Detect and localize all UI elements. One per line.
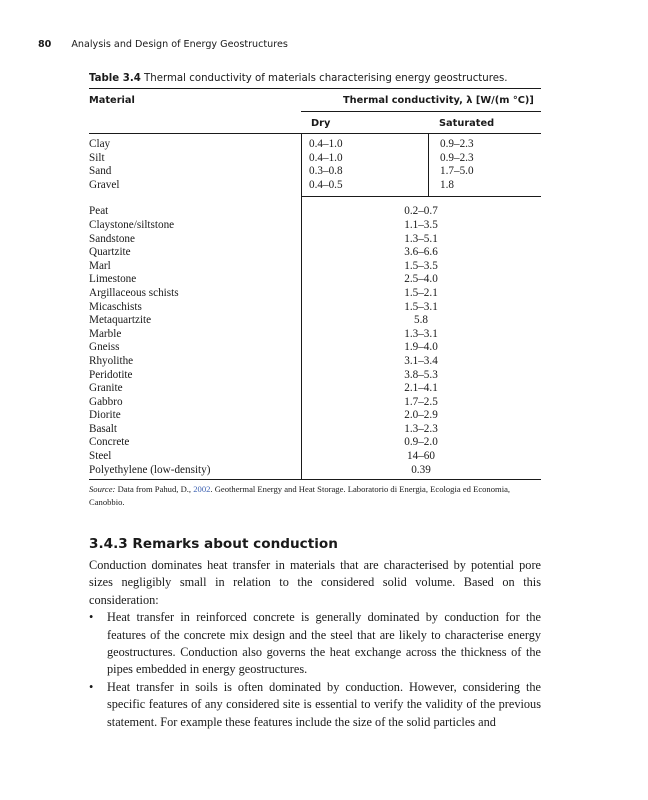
header-material: Material	[89, 95, 135, 106]
cell-material: Micaschists	[89, 300, 142, 313]
cell-value: 2.5–4.0	[404, 273, 438, 286]
cell-value: 3.6–6.6	[404, 246, 438, 259]
table-row	[89, 341, 541, 355]
cell-saturated: 0.9–2.3	[440, 151, 474, 164]
table-row	[89, 369, 541, 383]
page-number: 80	[38, 39, 52, 50]
cell-value: 1.3–5.1	[404, 232, 438, 245]
cell-value: 1.5–2.1	[404, 286, 438, 299]
header-dry: Dry	[311, 118, 331, 129]
bullet-list	[89, 609, 541, 731]
cell-saturated: 0.9–2.3	[440, 138, 474, 150]
cell-material: Sandstone	[89, 232, 135, 245]
cell-material: Quartzite	[89, 246, 131, 259]
conductivity-table	[89, 88, 541, 480]
cell-material: Granite	[89, 382, 123, 395]
bullet-glyph: •	[89, 610, 94, 625]
table-row	[89, 260, 541, 274]
section-heading: 3.4.3 Remarks about conduction	[89, 536, 338, 552]
cell-value: 1.1–3.5	[404, 218, 438, 231]
table-row	[89, 464, 541, 478]
cell-material: Marble	[89, 327, 122, 340]
table-row	[89, 152, 541, 166]
source-year-link[interactable]: 2002	[193, 484, 211, 494]
rocks-section	[89, 197, 541, 479]
table-row	[89, 396, 541, 410]
bullet-text: Heat transfer in soils is often dominated by conduction. However, considering the specific features of any considered site is essential to verify the validity of the previous statement. For example these features include the size of the solid particles and	[107, 679, 541, 729]
header-saturated: Saturated	[439, 118, 495, 129]
cell-saturated: 1.7–5.0	[440, 165, 474, 178]
table-row	[89, 273, 541, 287]
table-row	[89, 287, 541, 301]
table-row	[89, 409, 541, 423]
section-body	[89, 557, 541, 731]
table-row	[89, 246, 541, 260]
cell-material: Clay	[89, 138, 111, 150]
table-row	[89, 179, 541, 193]
table-row	[89, 450, 541, 464]
cell-value: 3.8–5.3	[404, 368, 438, 381]
cell-value: 2.1–4.1	[404, 382, 438, 395]
cell-material: Sand	[89, 165, 112, 178]
table-row	[89, 436, 541, 450]
list-item	[89, 609, 541, 679]
cell-value: 0.39	[411, 463, 431, 476]
cell-material: Concrete	[89, 436, 130, 449]
cell-value: 1.3–2.3	[404, 422, 438, 435]
table-row	[89, 382, 541, 396]
cell-material: Marl	[89, 259, 111, 272]
bullet-glyph: •	[89, 679, 94, 694]
cell-value: 14–60	[407, 450, 435, 463]
cell-material: Gravel	[89, 178, 120, 191]
table-caption-label: Table 3.4	[89, 73, 141, 84]
cell-value: 1.5–3.5	[404, 259, 438, 272]
table-row	[89, 328, 541, 342]
source-text-pre: Data from Pahud, D.,	[117, 484, 194, 494]
cell-saturated: 1.8	[440, 178, 454, 191]
header-conductivity: Thermal conductivity, λ [W/(m °C)]	[343, 95, 534, 106]
cell-material: Silt	[89, 151, 105, 164]
cell-value: 1.7–2.5	[404, 395, 438, 408]
table-header-row	[89, 89, 541, 111]
cell-value: 2.0–2.9	[404, 409, 438, 422]
table-row	[89, 233, 541, 247]
cell-dry: 0.4–0.5	[309, 178, 343, 191]
cell-value: 1.9–4.0	[404, 341, 438, 354]
cell-material: Steel	[89, 450, 112, 463]
cell-material: Metaquartzite	[89, 314, 152, 327]
cell-material: Peridotite	[89, 368, 133, 381]
table-caption	[89, 73, 541, 84]
cell-value: 1.3–3.1	[404, 327, 438, 340]
source-text-post: . Geothermal Energy and Heat Storage. Laboratorio di Energia, Ecologia ed Economia, Canobbio.	[89, 484, 511, 507]
source-label: Source:	[89, 484, 116, 494]
table-row	[89, 423, 541, 437]
soils-section	[89, 134, 541, 196]
cell-material: Diorite	[89, 409, 121, 422]
cell-material: Argillaceous schists	[89, 286, 179, 299]
table-row	[89, 355, 541, 369]
table-row	[89, 205, 541, 219]
table-source-note	[89, 483, 541, 509]
table-row	[89, 165, 541, 179]
cell-dry: 0.4–1.0	[309, 151, 343, 164]
cell-material: Peat	[89, 205, 109, 218]
cell-dry: 0.4–1.0	[309, 138, 343, 150]
list-item	[89, 679, 541, 731]
running-title: Analysis and Design of Energy Geostructures	[71, 39, 288, 50]
intro-paragraph: Conduction dominates heat transfer in materials that are characterised by potential pore sizes negligibly small in relation to the considered solid volume. Based on this consideration:	[89, 558, 541, 607]
cell-value: 0.9–2.0	[404, 436, 438, 449]
cell-material: Claystone/siltstone	[89, 218, 175, 231]
cell-material: Basalt	[89, 422, 117, 435]
cell-material: Rhyolithe	[89, 354, 134, 367]
running-header	[38, 39, 598, 50]
table-row	[89, 301, 541, 315]
table-row	[89, 314, 541, 328]
cell-value: 0.2–0.7	[404, 205, 438, 218]
table-row	[89, 138, 541, 152]
cell-value: 1.5–3.1	[404, 300, 438, 313]
table-subheader-row	[89, 111, 541, 133]
table-row	[89, 219, 541, 233]
cell-dry: 0.3–0.8	[309, 165, 343, 178]
cell-value: 5.8	[414, 314, 428, 327]
bullet-text: Heat transfer in reinforced concrete is generally dominated by conduction for the features of the concrete mix design and the steel that are likely to characterise energy geostructures. Conduction also governs the heat exchange across the thickness of the pipes embedded in energy geostructures.	[107, 610, 541, 677]
cell-value: 3.1–3.4	[404, 354, 438, 367]
cell-material: Polyethylene (low-density)	[89, 463, 211, 476]
cell-material: Limestone	[89, 273, 137, 286]
cell-material: Gabbro	[89, 395, 123, 408]
table-caption-text: Thermal conductivity of materials characterising energy geostructures.	[144, 73, 508, 84]
cell-material: Gneiss	[89, 341, 120, 354]
